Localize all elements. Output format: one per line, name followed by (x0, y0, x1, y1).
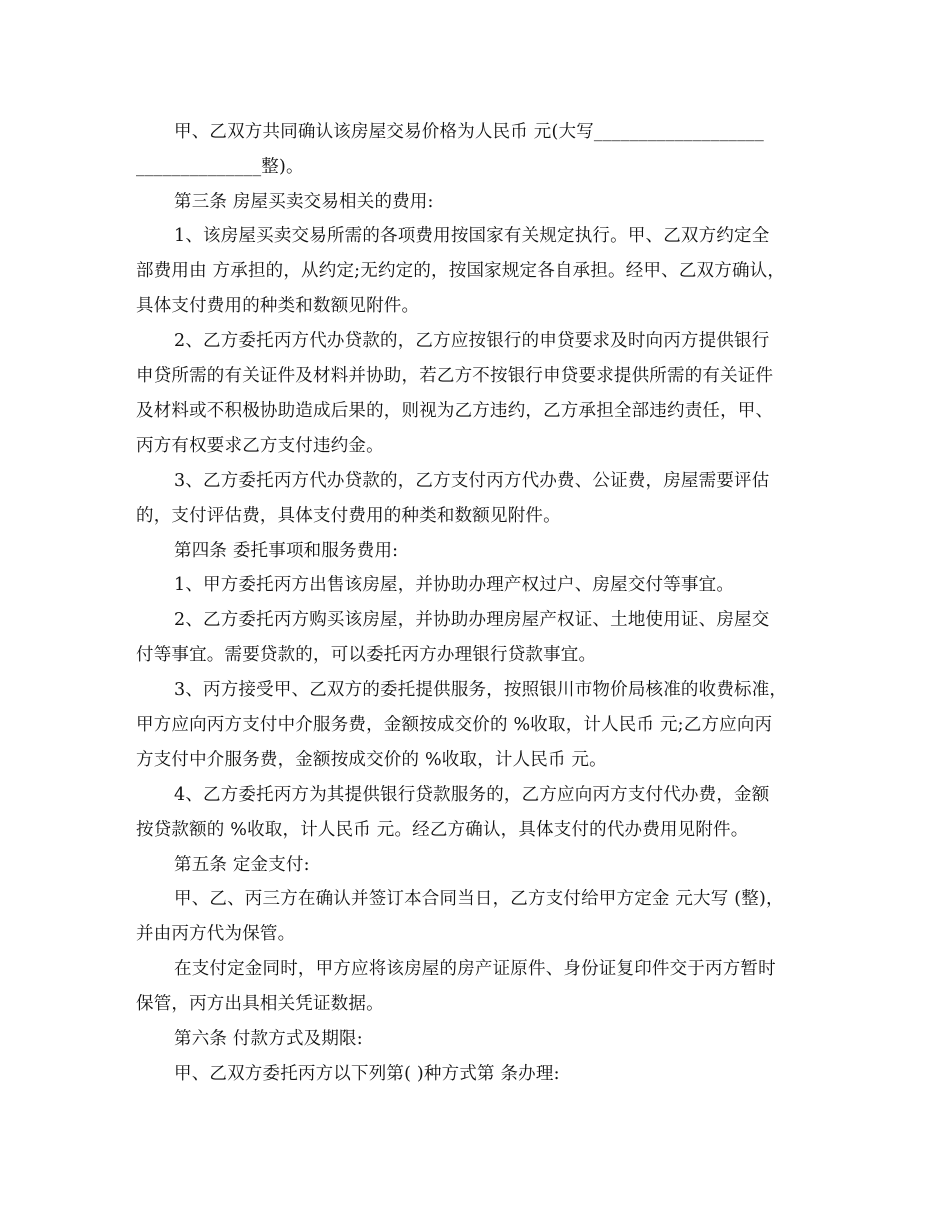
paragraph-line: 方支付中介服务费，金额按成交价的 %收取，计人民币 元。 (136, 750, 607, 770)
paragraph-line: 甲、乙双方委托丙方以下列第( )种方式第 条办理: (174, 1064, 560, 1084)
paragraph-line: 部费用由 方承担的，从约定;无约定的，按国家规定各自承担。经甲、乙双方确认， (136, 261, 786, 281)
paragraph-line: 4、乙方委托丙方为其提供银行贷款服务的，乙方应向丙方支付代办费，金额 (174, 785, 770, 805)
paragraph-line: 具体支付费用的种类和数额见附件。 (136, 296, 420, 316)
paragraph-line: 甲方应向丙方支付中介服务费，金额按成交价的 %收取，计人民币 元;乙方应向丙 (136, 715, 773, 735)
paragraph-line: 及材料或不积极协助造成后果的，则视为乙方违约，乙方承担全部违约责任，甲、 (136, 401, 774, 421)
paragraph-line: 申贷所需的有关证件及材料并协助，若乙方不按银行申贷要求提供所需的有关证件 (136, 366, 774, 386)
paragraph-line: ______________整)。 (136, 157, 304, 177)
paragraph-line: 并由丙方代为保管。 (136, 924, 296, 944)
paragraph-line: 甲、乙双方共同确认该房屋交易价格为人民币 元(大写___________________ (174, 122, 764, 142)
paragraph-line: 3、丙方接受甲、乙双方的委托提供服务，按照银川市物价局核准的收费标准， (174, 680, 788, 700)
section-heading: 第三条 房屋买卖交易相关的费用: (174, 192, 434, 212)
paragraph-line: 1、甲方委托丙方出售该房屋，并协助办理产权过户、房屋交付等事宜。 (174, 575, 735, 595)
paragraph-line: 保管，丙方出具相关凭证数据。 (136, 994, 384, 1014)
paragraph-line: 付等事宜。需要贷款的，可以委托丙方办理银行贷款事宜。 (136, 645, 597, 665)
paragraph-line: 甲、乙、丙三方在确认并签订本合同当日，乙方支付给甲方定金 元大写 (整)， (174, 889, 784, 909)
section-heading: 第四条 委托事项和服务费用: (174, 541, 399, 561)
paragraph-line: 丙方有权要求乙方支付违约金。 (136, 436, 384, 456)
section-heading: 第五条 定金支付: (174, 855, 310, 875)
paragraph-line: 1、该房屋买卖交易所需的各项费用按国家有关规定执行。甲、乙双方约定全 (174, 226, 770, 246)
paragraph-line: 2、乙方委托丙方代办贷款的，乙方应按银行的申贷要求及时向丙方提供银行 (174, 331, 770, 351)
paragraph-line: 的，支付评估费，具体支付费用的种类和数额见附件。 (136, 506, 561, 526)
paragraph-line: 2、乙方委托丙方购买该房屋，并协助办理房屋产权证、土地使用证、房屋交 (174, 610, 770, 630)
paragraph-line: 3、乙方委托丙方代办贷款的，乙方支付丙方代办费、公证费，房屋需要评估 (174, 471, 770, 491)
paragraph-line: 按贷款额的 %收取，计人民币 元。经乙方确认，具体支付的代办费用见附件。 (136, 820, 749, 840)
section-heading: 第六条 付款方式及期限: (174, 1029, 363, 1049)
paragraph-line: 在支付定金同时，甲方应将该房屋的房产证原件、身份证复印件交于丙方暂时 (174, 959, 776, 979)
